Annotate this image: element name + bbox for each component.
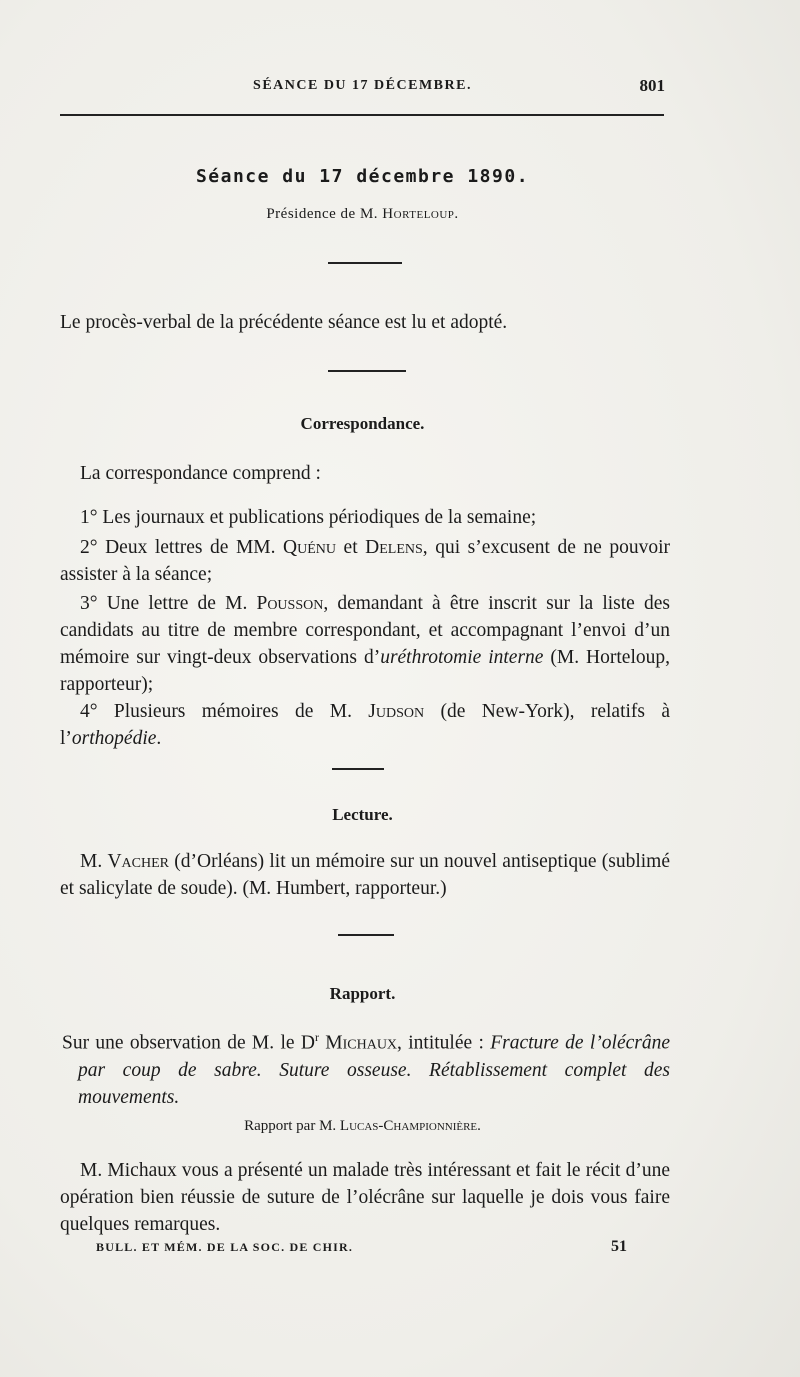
running-head (60, 78, 665, 102)
minutes-text: Le procès-verbal de la précédente séance est lu et adopté. (60, 312, 508, 333)
rapport-intro-text: , intitulée : (397, 1032, 491, 1054)
item-4-text: 4° Plusieurs mémoires de M. (80, 701, 369, 722)
name-judson: Judson (368, 701, 425, 722)
lecture-paragraph (60, 848, 670, 902)
signature-number: 51 (611, 1238, 627, 1255)
item-3-text: (M. Horteloup, rapporteur); (60, 647, 670, 695)
section-heading-rapport: Rapport. (329, 984, 396, 1003)
correspondance-item-3 (60, 590, 670, 698)
separator-rule (338, 934, 394, 936)
section-heading-lecture: Lecture. (332, 805, 393, 824)
lecture-text: M. (80, 851, 108, 872)
rapport-intro-text: Sur une observation de M. le D (62, 1032, 315, 1054)
running-title: SÉANCE DU 17 DÉCEMBRE. (253, 78, 472, 93)
item-3-italic: uréthrotomie interne (380, 647, 544, 668)
separator-rule (328, 262, 402, 264)
separator-rule (332, 768, 384, 770)
name-delens: Delens (365, 537, 423, 558)
lecture-text: (d’Orléans) lit un mémoire sur un nouvel antiseptique (sublimé et salicylate de soude). (M. Humbert, rapporteur.) (60, 851, 670, 899)
correspondance-intro: La correspondance comprend : (80, 463, 321, 484)
footer-journal: BULL. ET MÉM. DE LA SOC. DE CHIR. (96, 1240, 354, 1254)
item-2-text: 2° Deux lettres de MM. (80, 537, 284, 558)
item-2-text: et (336, 537, 366, 558)
presidency-prefix: Présidence de M. (266, 206, 383, 222)
item-3-text: 3° Une lettre de M. (80, 593, 257, 614)
name-vacher: Vacher (107, 851, 169, 872)
item-4-text: (de New-York), relatifs à l’ (60, 701, 670, 749)
rapport-body: M. Michaux vous a présenté un malade très intéressant et fait le récit d’une opération bien réussie de suture de l’olécrâne sur laquelle je dois vous faire quelques remarques. (60, 1160, 670, 1235)
header-rule (60, 114, 664, 116)
presidency-line (60, 206, 665, 223)
name-quenu: Quénu (283, 537, 337, 558)
item-4-text: . (156, 728, 162, 749)
doctor-abbrev-sup: r (314, 1030, 319, 1044)
page-number: 801 (639, 76, 665, 95)
name-pousson: Pousson (256, 593, 324, 614)
item-4-italic: orthopédie (71, 728, 157, 749)
section-heading-correspondance: Correspondance. (300, 414, 425, 433)
item-3-text: , demandant à être inscrit sur la liste des candidats au titre de membre correspondant, et accompagnant l’envoi d’un mémoire sur vingt-deux observations d’ (60, 593, 670, 668)
byline-prefix: Rapport par M. (244, 1118, 340, 1134)
item-2-text: , qui s’excusent de ne pouvoir assister à la séance; (60, 537, 671, 585)
president-name: Horteloup. (382, 206, 459, 222)
correspondance-item-2 (60, 534, 670, 588)
name-lucas-championniere: Lucas-Championnière. (339, 1118, 481, 1134)
correspondance-item-1: 1° Les journaux et publications périodiques de la semaine; (80, 507, 537, 528)
rapport-intro (62, 1024, 670, 1111)
rapport-byline (60, 1118, 665, 1135)
minutes-paragraph (60, 309, 670, 336)
separator-rule (328, 370, 406, 372)
correspondance-item-4 (60, 698, 670, 752)
name-michaux: Michaux (318, 1032, 398, 1054)
rapport-title-italic: Fracture de l’olécrâne par coup de sabre. Suture osseuse. Rétablissement complet des mouvements. (78, 1032, 670, 1108)
session-title: Séance du 17 décembre 1890. (195, 166, 530, 187)
